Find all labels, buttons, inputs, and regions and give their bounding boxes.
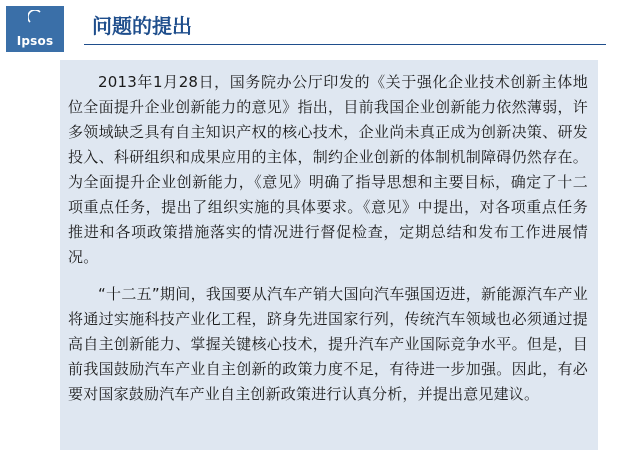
logo-text: Ipsos (16, 34, 54, 48)
paragraph-policy-background: 2013年1月28日，国务院办公厅印发的《关于强化企业技术创新主体地位全面提升企业创新能力的意见》指出，目前我国企业创新能力依然薄弱，许多领域缺乏具有自主知识产权的核心技术，企业尚未真正成为创新决策、研发投入、科研组织和成果应用的主体，制约企业创新的体制机制障碍仍然存在。为全面提升企业创新能力，《意见》明确了指导思想和主要目标，确定了十二项重点任务，提出了组织实施的具体要求。《意见》中提出，对各项重点任务推进和各项政策措施落实的情况进行督促检查，定期总结和发布工作进展情况。 (68, 73, 588, 266)
page-title: 问题的提出 (92, 14, 192, 38)
paragraph-auto-industry: “十二五”期间，我国要从汽车产销大国向汽车强国迈进，新能源汽车产业将通过实施科技产业化工程，跻身先进国家行列，传统汽车领域也必须通过提高自主创新能力、掌握关键核心技术，提升汽车产业国际竞争水平。但是，目前我国鼓励汽车产业自主创新的政策力度不足，有待进一步加强。因此，有必要对国家鼓励汽车产业自主创新政策进行认真分析，并提出意见建议。 (68, 285, 588, 403)
logo-arc-icon (28, 10, 42, 24)
title-divider (84, 44, 606, 45)
content-panel (60, 60, 598, 450)
ipsos-logo (6, 6, 64, 52)
